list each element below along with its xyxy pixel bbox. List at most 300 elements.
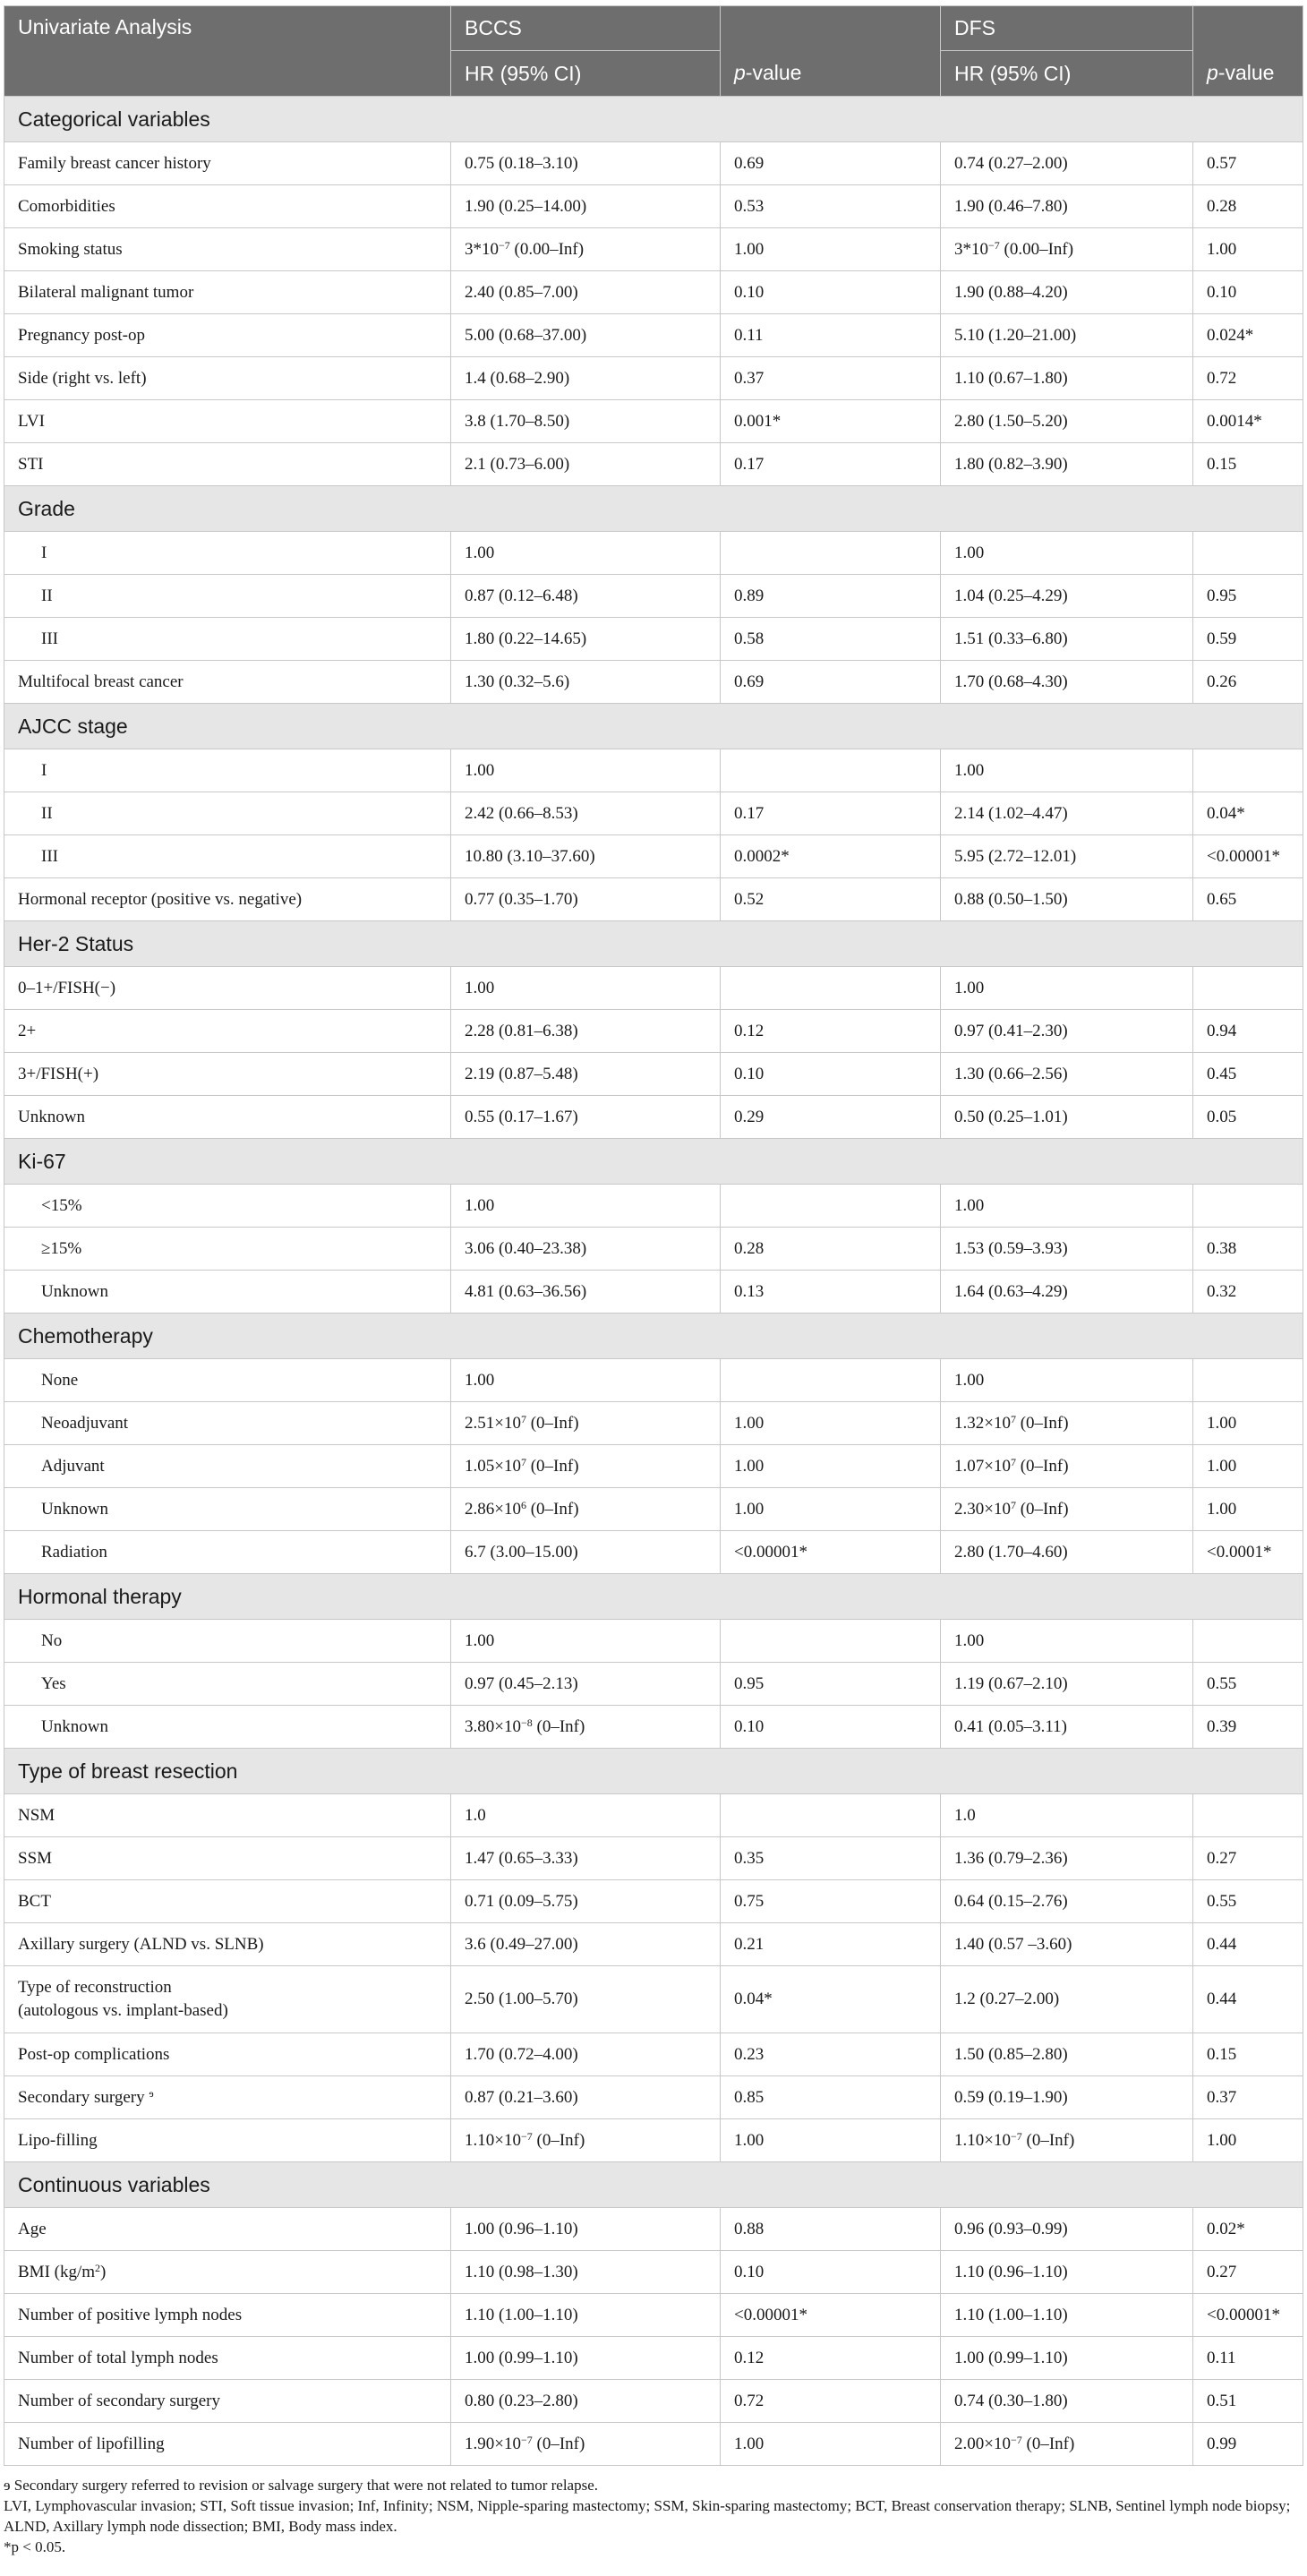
bccs-p-value-cell bbox=[721, 967, 941, 1010]
bccs-hr-value: 2.86×10 bbox=[465, 1499, 521, 1519]
variable-label-text: Number of positive lymph nodes bbox=[18, 2305, 243, 2324]
dfs-hr-cell bbox=[941, 1706, 1193, 1749]
dfs-p-value-cell: 0.51 bbox=[1193, 2380, 1303, 2423]
bccs-p-value-cell: 0.10 bbox=[721, 1706, 941, 1749]
table-row bbox=[4, 400, 1303, 443]
bccs-hr-value: 1.00 (0.96–1.10) bbox=[465, 2219, 578, 2238]
dfs-hr-value: 0.64 (0.15–2.76) bbox=[954, 1891, 1068, 1911]
dfs-hr-ci: (0–Inf) bbox=[1015, 1456, 1069, 1476]
bccs-p-value-cell: 0.23 bbox=[721, 2033, 941, 2076]
variable-label bbox=[4, 1531, 451, 1574]
dfs-hr-value: 1.53 (0.59–3.93) bbox=[954, 1238, 1068, 1258]
header-bccs-hr: HR (95% CI) bbox=[451, 51, 721, 97]
p-italic: p bbox=[734, 61, 746, 84]
dfs-p-value-cell: 0.45 bbox=[1193, 1053, 1303, 1096]
bccs-hr-value: 1.0 bbox=[465, 1805, 486, 1825]
univariate-analysis-table bbox=[4, 5, 1303, 2466]
bccs-hr-value: 1.10 (0.98–1.30) bbox=[465, 2262, 578, 2281]
bccs-hr-value: 1.00 (0.99–1.10) bbox=[465, 2348, 578, 2367]
table-row bbox=[4, 1228, 1303, 1271]
variable-label-text: Yes bbox=[41, 1673, 66, 1693]
variable-label-text: Unknown bbox=[41, 1281, 108, 1301]
dfs-hr-cell bbox=[941, 1837, 1193, 1880]
bccs-hr-cell bbox=[451, 400, 721, 443]
section-row bbox=[4, 486, 1303, 532]
variable-label bbox=[4, 1096, 451, 1139]
table-row bbox=[4, 142, 1303, 185]
variable-label-text: Side (right vs. left) bbox=[18, 368, 147, 388]
table-row bbox=[4, 1488, 1303, 1531]
variable-label-text: Unknown bbox=[41, 1499, 108, 1519]
header-univariate-analysis: Univariate Analysis bbox=[4, 6, 451, 97]
bccs-p-value-cell: <0.00001* bbox=[721, 1531, 941, 1574]
variable-label bbox=[4, 357, 451, 400]
variable-label-text: Number of total lymph nodes bbox=[18, 2348, 218, 2367]
dfs-hr-exponent: 7 bbox=[1010, 1498, 1016, 1511]
variable-label bbox=[4, 1402, 451, 1445]
variable-label-text: Bilateral malignant tumor bbox=[18, 282, 194, 302]
bccs-hr-value: 3.8 (1.70–8.50) bbox=[465, 411, 570, 431]
dfs-hr-value: 2.80 (1.50–5.20) bbox=[954, 411, 1068, 431]
header-bccs-p-value: p-value bbox=[721, 6, 941, 97]
variable-label-text: II bbox=[41, 803, 53, 823]
bccs-p-value-cell: <0.00001* bbox=[721, 2294, 941, 2337]
variable-label-text: Comorbidities bbox=[18, 196, 115, 216]
dfs-p-value-cell: 0.37 bbox=[1193, 2076, 1303, 2119]
bccs-p-value-cell: 1.00 bbox=[721, 1402, 941, 1445]
bccs-p-value-cell: 0.11 bbox=[721, 314, 941, 357]
bccs-hr-cell bbox=[451, 2423, 721, 2466]
label-superscript: ɘ bbox=[149, 2086, 154, 2100]
dfs-p-value-cell: 0.05 bbox=[1193, 1096, 1303, 1139]
bccs-p-value-cell bbox=[721, 1794, 941, 1837]
variable-label bbox=[4, 142, 451, 185]
bccs-hr-cell bbox=[451, 618, 721, 661]
bccs-hr-cell bbox=[451, 2337, 721, 2380]
variable-label-text: <15% bbox=[41, 1195, 82, 1215]
bccs-p-value-cell: 1.00 bbox=[721, 228, 941, 271]
table-footnotes bbox=[4, 2475, 1302, 2557]
variable-label bbox=[4, 2119, 451, 2162]
dfs-hr-cell bbox=[941, 1228, 1193, 1271]
table-row bbox=[4, 1445, 1303, 1488]
table-row bbox=[4, 1880, 1303, 1923]
bccs-hr-cell bbox=[451, 1053, 721, 1096]
variable-label bbox=[4, 2076, 451, 2119]
dfs-hr-cell bbox=[941, 2337, 1193, 2380]
bccs-p-value-cell bbox=[721, 1359, 941, 1402]
dfs-hr-cell bbox=[941, 2380, 1193, 2423]
bccs-p-value-cell: 0.72 bbox=[721, 2380, 941, 2423]
variable-label-text: I bbox=[41, 760, 47, 780]
section-heading: AJCC stage bbox=[4, 704, 1303, 749]
dfs-p-value-cell: 0.10 bbox=[1193, 271, 1303, 314]
dfs-hr-value: 0.96 (0.93–0.99) bbox=[954, 2219, 1068, 2238]
table-row bbox=[4, 967, 1303, 1010]
dfs-p-value-cell bbox=[1193, 532, 1303, 575]
dfs-hr-cell bbox=[941, 1923, 1193, 1966]
variable-label-text: Multifocal breast cancer bbox=[18, 672, 184, 691]
bccs-hr-value: 0.71 (0.09–5.75) bbox=[465, 1891, 578, 1911]
bccs-hr-exponent: 7 bbox=[520, 1455, 526, 1468]
dfs-p-value-cell: <0.00001* bbox=[1193, 2294, 1303, 2337]
dfs-hr-cell bbox=[941, 661, 1193, 704]
dfs-hr-value: 5.10 (1.20–21.00) bbox=[954, 325, 1077, 345]
dfs-hr-value: 0.88 (0.50–1.50) bbox=[954, 889, 1068, 909]
variable-label bbox=[4, 967, 451, 1010]
bccs-hr-exponent: −7 bbox=[499, 238, 510, 252]
variable-label bbox=[4, 1620, 451, 1663]
dfs-hr-value: 1.04 (0.25–4.29) bbox=[954, 586, 1068, 605]
bccs-hr-value: 1.4 (0.68–2.90) bbox=[465, 368, 570, 388]
dfs-p-value-cell: 0.72 bbox=[1193, 357, 1303, 400]
dfs-p-value-cell: 0.44 bbox=[1193, 1966, 1303, 2033]
dfs-hr-value: 0.74 (0.30–1.80) bbox=[954, 2391, 1068, 2410]
bccs-hr-cell bbox=[451, 1359, 721, 1402]
variable-label-text: Axillary surgery (ALND vs. SLNB) bbox=[18, 1934, 264, 1954]
table-row bbox=[4, 1402, 1303, 1445]
dfs-hr-cell bbox=[941, 1271, 1193, 1314]
bccs-hr-exponent: 7 bbox=[520, 1412, 526, 1425]
dfs-hr-value: 0.74 (0.27–2.00) bbox=[954, 153, 1068, 173]
variable-label bbox=[4, 400, 451, 443]
dfs-p-value-cell: 1.00 bbox=[1193, 2119, 1303, 2162]
variable-label-text: Unknown bbox=[41, 1716, 108, 1736]
variable-label-text: ≥15% bbox=[41, 1238, 82, 1258]
dfs-p-value-cell bbox=[1193, 1185, 1303, 1228]
variable-label bbox=[4, 2033, 451, 2076]
bccs-hr-cell bbox=[451, 1880, 721, 1923]
dfs-hr-value: 1.00 bbox=[954, 978, 985, 997]
dfs-p-value-cell: 0.28 bbox=[1193, 185, 1303, 228]
bccs-hr-ci: (0–Inf) bbox=[525, 1499, 579, 1519]
bccs-hr-value: 3*10 bbox=[465, 239, 499, 259]
label-tail: ) bbox=[100, 2262, 107, 2281]
variable-label-text: 3+/FISH(+) bbox=[18, 1064, 99, 1083]
bccs-hr-cell bbox=[451, 1837, 721, 1880]
bccs-hr-cell bbox=[451, 271, 721, 314]
dfs-hr-cell bbox=[941, 228, 1193, 271]
dfs-p-value-cell: 0.26 bbox=[1193, 661, 1303, 704]
dfs-hr-cell bbox=[941, 271, 1193, 314]
bccs-p-value-cell: 1.00 bbox=[721, 2119, 941, 2162]
dfs-hr-value: 1.19 (0.67–2.10) bbox=[954, 1673, 1068, 1693]
variable-label-text: Family breast cancer history bbox=[18, 153, 211, 173]
bccs-p-value-cell: 0.28 bbox=[721, 1228, 941, 1271]
bccs-hr-value: 1.47 (0.65–3.33) bbox=[465, 1848, 578, 1868]
dfs-p-value-cell bbox=[1193, 749, 1303, 792]
variable-label bbox=[4, 1271, 451, 1314]
table-row bbox=[4, 185, 1303, 228]
dfs-p-value-cell: 0.27 bbox=[1193, 2251, 1303, 2294]
dfs-hr-value: 1.70 (0.68–4.30) bbox=[954, 672, 1068, 691]
bccs-p-value-cell: 0.52 bbox=[721, 878, 941, 921]
variable-label bbox=[4, 1794, 451, 1837]
bccs-hr-cell bbox=[451, 2251, 721, 2294]
footnote-abbreviations: LVI, Lymphovascular invasion; STI, Soft tissue invasion; Inf, Infinity; NSM, Nipple-sparing mastectomy; SSM, Skin-sparing mastectomy; BCT, Breast conservation therapy; SLNB, Sentinel lymph node biopsy; ALND, Axillary lymph node dissection; BMI, Body mass index. bbox=[4, 2497, 1291, 2535]
bccs-p-value-cell: 0.21 bbox=[721, 1923, 941, 1966]
bccs-hr-cell bbox=[451, 1663, 721, 1706]
dfs-hr-value: 1.40 (0.57 –3.60) bbox=[954, 1934, 1072, 1954]
bccs-hr-value: 2.28 (0.81–6.38) bbox=[465, 1021, 578, 1040]
section-heading: Ki-67 bbox=[4, 1139, 1303, 1185]
variable-label bbox=[4, 271, 451, 314]
header-bccs: BCCS bbox=[451, 6, 721, 51]
bccs-p-value-cell: 0.10 bbox=[721, 2251, 941, 2294]
variable-label-text: LVI bbox=[18, 411, 45, 431]
dfs-hr-exponent: −7 bbox=[988, 238, 1000, 252]
bccs-p-value-cell: 0.37 bbox=[721, 357, 941, 400]
bccs-hr-ci: (0–Inf) bbox=[525, 1413, 579, 1433]
bccs-hr-value: 3.6 (0.49–27.00) bbox=[465, 1934, 578, 1954]
dfs-hr-ci: (0–Inf) bbox=[1015, 1413, 1069, 1433]
bccs-hr-cell bbox=[451, 1706, 721, 1749]
section-row bbox=[4, 1314, 1303, 1359]
section-row bbox=[4, 704, 1303, 749]
bccs-hr-value: 1.70 (0.72–4.00) bbox=[465, 2044, 578, 2064]
table-row bbox=[4, 1096, 1303, 1139]
variable-label bbox=[4, 1053, 451, 1096]
variable-label bbox=[4, 2251, 451, 2294]
variable-label-text: III bbox=[41, 846, 58, 866]
section-heading: Her-2 Status bbox=[4, 921, 1303, 967]
dfs-hr-cell bbox=[941, 2251, 1193, 2294]
bccs-hr-cell bbox=[451, 2076, 721, 2119]
dfs-hr-cell bbox=[941, 314, 1193, 357]
bccs-hr-value: 1.00 bbox=[465, 1195, 495, 1215]
dfs-hr-cell bbox=[941, 1402, 1193, 1445]
dfs-hr-cell bbox=[941, 1663, 1193, 1706]
dfs-hr-value: 1.00 bbox=[954, 1630, 985, 1650]
dfs-hr-value: 1.10 (0.96–1.10) bbox=[954, 2262, 1068, 2281]
bccs-hr-value: 1.30 (0.32–5.6) bbox=[465, 672, 570, 691]
dfs-hr-value: 1.07×10 bbox=[954, 1456, 1011, 1476]
dfs-hr-ci: (0–Inf) bbox=[1015, 1499, 1069, 1519]
bccs-p-value-cell: 0.12 bbox=[721, 2337, 941, 2380]
dfs-p-value-cell: 0.39 bbox=[1193, 1706, 1303, 1749]
variable-label bbox=[4, 749, 451, 792]
variable-label bbox=[4, 314, 451, 357]
variable-label-text: Smoking status bbox=[18, 239, 123, 259]
bccs-hr-cell bbox=[451, 1923, 721, 1966]
bccs-hr-cell bbox=[451, 1402, 721, 1445]
dfs-hr-cell bbox=[941, 443, 1193, 486]
bccs-hr-cell bbox=[451, 575, 721, 618]
bccs-hr-cell bbox=[451, 2119, 721, 2162]
variable-label bbox=[4, 835, 451, 878]
table-header bbox=[4, 6, 1303, 97]
variable-label-text: STI bbox=[18, 454, 44, 474]
table-row bbox=[4, 1531, 1303, 1574]
bccs-hr-cell bbox=[451, 1096, 721, 1139]
section-row bbox=[4, 1139, 1303, 1185]
dfs-hr-value: 1.00 bbox=[954, 1370, 985, 1390]
section-heading: Continuous variables bbox=[4, 2162, 1303, 2208]
dfs-hr-cell bbox=[941, 1445, 1193, 1488]
bccs-hr-cell bbox=[451, 1966, 721, 2033]
variable-label bbox=[4, 532, 451, 575]
variable-label-text: None bbox=[41, 1370, 79, 1390]
bccs-p-value-cell: 0.10 bbox=[721, 271, 941, 314]
dfs-hr-cell bbox=[941, 1794, 1193, 1837]
variable-label-text: Secondary surgery bbox=[18, 2087, 149, 2107]
variable-label-text: Number of lipofilling bbox=[18, 2434, 165, 2453]
section-row bbox=[4, 97, 1303, 142]
bccs-hr-value: 2.19 (0.87–5.48) bbox=[465, 1064, 578, 1083]
section-row bbox=[4, 1574, 1303, 1620]
p-italic: p bbox=[1207, 61, 1218, 84]
variable-label-text: Radiation bbox=[41, 1542, 107, 1562]
bccs-hr-cell bbox=[451, 142, 721, 185]
bccs-hr-cell bbox=[451, 661, 721, 704]
bccs-hr-value: 1.80 (0.22–14.65) bbox=[465, 629, 587, 648]
bccs-hr-cell bbox=[451, 185, 721, 228]
variable-label-text: Pregnancy post-op bbox=[18, 325, 145, 345]
table-row bbox=[4, 443, 1303, 486]
bccs-hr-value: 2.50 (1.00–5.70) bbox=[465, 1990, 578, 2008]
bccs-hr-cell bbox=[451, 878, 721, 921]
bccs-hr-value: 3.80×10 bbox=[465, 1716, 521, 1736]
table-row bbox=[4, 1010, 1303, 1053]
bccs-hr-value: 0.97 (0.45–2.13) bbox=[465, 1673, 578, 1693]
variable-label-text: Adjuvant bbox=[41, 1456, 105, 1476]
bccs-p-value-cell bbox=[721, 1185, 941, 1228]
dfs-hr-value: 3*10 bbox=[954, 239, 988, 259]
bccs-hr-value: 5.00 (0.68–37.00) bbox=[465, 325, 587, 345]
bccs-p-value-cell: 0.88 bbox=[721, 2208, 941, 2251]
table-row bbox=[4, 228, 1303, 271]
bccs-hr-cell bbox=[451, 792, 721, 835]
bccs-hr-value: 4.81 (0.63–36.56) bbox=[465, 1281, 587, 1301]
bccs-hr-cell bbox=[451, 2208, 721, 2251]
table-row bbox=[4, 1794, 1303, 1837]
dfs-hr-cell bbox=[941, 749, 1193, 792]
dfs-p-value-cell: 0.55 bbox=[1193, 1663, 1303, 1706]
table-row bbox=[4, 749, 1303, 792]
dfs-hr-cell bbox=[941, 1488, 1193, 1531]
table-row bbox=[4, 618, 1303, 661]
variable-label bbox=[4, 1880, 451, 1923]
bccs-hr-exponent: 6 bbox=[520, 1498, 526, 1511]
table-row bbox=[4, 2294, 1303, 2337]
variable-label-text: BCT bbox=[18, 1891, 51, 1911]
bccs-hr-value: 0.80 (0.23–2.80) bbox=[465, 2391, 578, 2410]
bccs-hr-cell bbox=[451, 228, 721, 271]
dfs-p-value-cell: 0.55 bbox=[1193, 1880, 1303, 1923]
variable-label-text: Unknown bbox=[18, 1107, 85, 1126]
table-row bbox=[4, 1359, 1303, 1402]
dfs-p-value-cell: 0.59 bbox=[1193, 618, 1303, 661]
dfs-hr-cell bbox=[941, 1531, 1193, 1574]
bccs-hr-cell bbox=[451, 835, 721, 878]
bccs-hr-value: 6.7 (3.00–15.00) bbox=[465, 1542, 578, 1562]
dfs-p-value-cell: 0.95 bbox=[1193, 575, 1303, 618]
table-row bbox=[4, 1923, 1303, 1966]
dfs-hr-value: 1.64 (0.63–4.29) bbox=[954, 1281, 1068, 1301]
dfs-p-value-cell: 1.00 bbox=[1193, 228, 1303, 271]
footnote-secondary-surgery: ɘ Secondary surgery referred to revision or salvage surgery that were not related to tumor relapse. bbox=[4, 2477, 599, 2494]
dfs-hr-value: 2.14 (1.02–4.47) bbox=[954, 803, 1068, 823]
table-row bbox=[4, 2380, 1303, 2423]
dfs-p-value-cell bbox=[1193, 1620, 1303, 1663]
dfs-p-value-cell: 0.32 bbox=[1193, 1271, 1303, 1314]
variable-label bbox=[4, 1228, 451, 1271]
dfs-hr-cell bbox=[941, 2294, 1193, 2337]
bccs-hr-cell bbox=[451, 443, 721, 486]
dfs-p-value-cell: 0.15 bbox=[1193, 2033, 1303, 2076]
bccs-p-value-cell: 0.75 bbox=[721, 1880, 941, 1923]
dfs-hr-value: 1.10×10 bbox=[954, 2130, 1011, 2150]
bccs-p-value-cell: 0.12 bbox=[721, 1010, 941, 1053]
variable-label bbox=[4, 2423, 451, 2466]
bccs-hr-cell bbox=[451, 1271, 721, 1314]
dfs-hr-cell bbox=[941, 1359, 1193, 1402]
table-row bbox=[4, 2033, 1303, 2076]
variable-label bbox=[4, 618, 451, 661]
bccs-hr-value: 0.87 (0.21–3.60) bbox=[465, 2087, 578, 2107]
table-row bbox=[4, 271, 1303, 314]
dfs-hr-value: 1.10 (0.67–1.80) bbox=[954, 368, 1068, 388]
table-row bbox=[4, 357, 1303, 400]
variable-label-text: Hormonal receptor (positive vs. negative) bbox=[18, 889, 303, 909]
dfs-p-value-cell: 0.94 bbox=[1193, 1010, 1303, 1053]
bccs-hr-value: 1.00 bbox=[465, 1370, 495, 1390]
table-row bbox=[4, 1706, 1303, 1749]
dfs-p-value-cell: 0.024* bbox=[1193, 314, 1303, 357]
variable-label bbox=[4, 878, 451, 921]
bccs-p-value-cell: 0.58 bbox=[721, 618, 941, 661]
dfs-p-value-cell: 0.44 bbox=[1193, 1923, 1303, 1966]
dfs-hr-cell bbox=[941, 1620, 1193, 1663]
dfs-hr-value: 1.00 bbox=[954, 1195, 985, 1215]
bccs-hr-value: 2.40 (0.85–7.00) bbox=[465, 282, 578, 302]
variable-label-text: Number of secondary surgery bbox=[18, 2391, 220, 2410]
dfs-hr-cell bbox=[941, 967, 1193, 1010]
bccs-hr-cell bbox=[451, 1794, 721, 1837]
label-superscript: 2 bbox=[95, 2261, 101, 2274]
dfs-hr-cell bbox=[941, 2119, 1193, 2162]
section-row bbox=[4, 1749, 1303, 1794]
dfs-p-value-cell: 1.00 bbox=[1193, 1445, 1303, 1488]
dfs-hr-cell bbox=[941, 1053, 1193, 1096]
variable-label-text: Type of reconstruction bbox=[18, 1978, 172, 1997]
dfs-hr-value: 5.95 (2.72–12.01) bbox=[954, 846, 1077, 866]
dfs-hr-cell bbox=[941, 1010, 1193, 1053]
variable-label bbox=[4, 1010, 451, 1053]
dfs-hr-value: 1.32×10 bbox=[954, 1413, 1011, 1433]
bccs-hr-cell bbox=[451, 357, 721, 400]
bccs-hr-ci: (0–Inf) bbox=[532, 1716, 585, 1736]
page bbox=[0, 5, 1307, 2557]
table-row bbox=[4, 575, 1303, 618]
dfs-p-value-cell: 0.11 bbox=[1193, 2337, 1303, 2380]
dfs-hr-cell bbox=[941, 2208, 1193, 2251]
variable-label bbox=[4, 1837, 451, 1880]
bccs-p-value-cell: 0.0002* bbox=[721, 835, 941, 878]
variable-label-text: Neoadjuvant bbox=[41, 1413, 129, 1433]
variable-label bbox=[4, 2208, 451, 2251]
variable-label-text: Post-op complications bbox=[18, 2044, 170, 2064]
table-row bbox=[4, 2251, 1303, 2294]
dfs-hr-cell bbox=[941, 618, 1193, 661]
table-row bbox=[4, 661, 1303, 704]
dfs-hr-cell bbox=[941, 1966, 1193, 2033]
bccs-hr-value: 3.06 (0.40–23.38) bbox=[465, 1238, 587, 1258]
bccs-hr-value: 1.00 bbox=[465, 978, 495, 997]
header-dfs-hr: HR (95% CI) bbox=[941, 51, 1193, 97]
dfs-hr-cell bbox=[941, 142, 1193, 185]
dfs-hr-value: 0.50 (0.25–1.01) bbox=[954, 1107, 1068, 1126]
